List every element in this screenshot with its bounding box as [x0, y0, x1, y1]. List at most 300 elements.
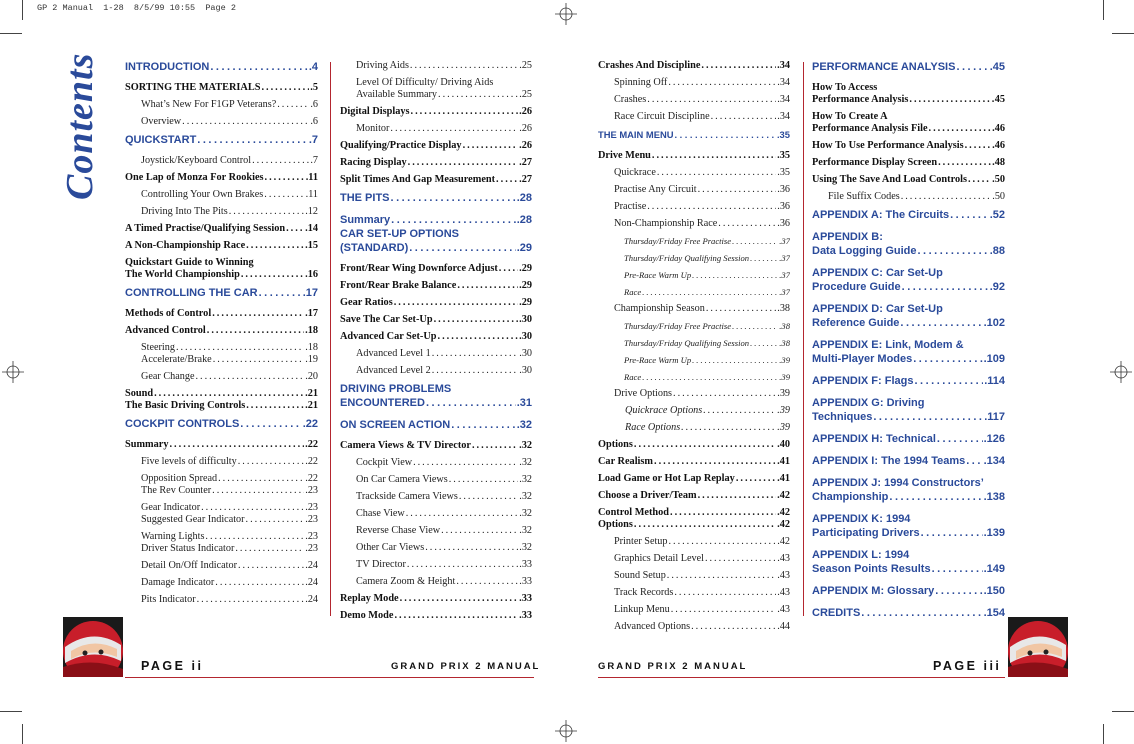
toc-leader-dots	[935, 584, 982, 598]
toc-entry	[812, 111, 1005, 123]
toc-leader-dots	[449, 474, 519, 486]
toc-leader-dots	[706, 303, 776, 315]
toc-page-number: .37	[779, 253, 790, 263]
footer-page-number-left: PAGE ii	[141, 659, 204, 673]
toc-entry-title: Available Summary	[356, 89, 438, 100]
toc-leader-dots	[918, 244, 992, 258]
toc-entry-title: Opposition Spread	[141, 473, 218, 484]
toc-leader-dots	[411, 106, 519, 118]
toc-page-number: .33	[519, 559, 532, 570]
toc-entry	[125, 502, 318, 514]
toc-entry-title: APPENDIX K: 1994	[812, 513, 911, 525]
toc-entry-title: ENCOUNTERED	[340, 397, 425, 409]
toc-page-number: .39	[777, 405, 790, 416]
toc-entry	[598, 536, 790, 548]
toc-leader-dots	[176, 342, 304, 354]
toc-leader-dots	[671, 604, 777, 616]
toc-entry	[125, 543, 318, 555]
toc-entry	[598, 439, 790, 451]
toc-page-number: .109	[983, 353, 1005, 365]
registration-mark-icon	[1110, 361, 1132, 383]
toc-entry-title: Advanced Control	[125, 325, 206, 336]
toc-entry	[598, 252, 790, 264]
toc-page-number: .150	[983, 585, 1005, 597]
toc-entry-title: Control Method	[598, 507, 670, 518]
toc-entry-title: Reverse Chase View	[356, 525, 441, 536]
toc-leader-dots	[499, 263, 518, 275]
toc-leader-dots	[213, 354, 305, 366]
toc-leader-dots	[246, 514, 305, 526]
toc-entry-title: Joystick/Keyboard Control	[141, 155, 252, 166]
toc-entry	[340, 508, 532, 520]
toc-entry	[812, 174, 1005, 186]
toc-leader-dots	[750, 252, 778, 264]
toc-page-number: .24	[305, 577, 318, 588]
toc-leader-dots	[210, 60, 307, 74]
toc-page-number: .92	[989, 281, 1005, 293]
toc-entry	[812, 266, 1005, 280]
toc-page-number: .20	[305, 371, 318, 382]
toc-entry	[125, 155, 318, 167]
toc-page-number: .33	[519, 610, 532, 621]
toc-entry-title: Replay Mode	[340, 593, 399, 604]
toc-leader-dots	[169, 439, 304, 451]
toc-page-number: .139	[983, 527, 1005, 539]
toc-leader-dots	[218, 473, 304, 485]
toc-leader-dots	[634, 439, 776, 451]
toc-page-number: .21	[305, 400, 318, 411]
toc-entry	[125, 206, 318, 218]
toc-page-number: .36	[777, 201, 790, 212]
toc-leader-dots	[496, 174, 518, 186]
toc-entry	[340, 106, 532, 118]
toc-entry-title: Controlling Your Own Brakes	[141, 189, 264, 200]
toc-leader-dots	[182, 116, 309, 128]
toc-page-number: .126	[983, 433, 1005, 445]
toc-entry-title: How To Use Performance Analysis	[812, 140, 964, 151]
toc-entry	[125, 286, 318, 300]
toc-entry-title: APPENDIX F: Flags	[812, 375, 914, 387]
toc-entry-title: Racing Display	[340, 157, 407, 168]
toc-page-number: .154	[983, 607, 1005, 619]
toc-page-number: .43	[777, 587, 790, 598]
toc-page-number: .22	[305, 439, 318, 450]
toc-entry	[812, 606, 1005, 620]
toc-page-number: .46	[992, 140, 1005, 151]
toc-entry-title: Practise	[614, 201, 647, 212]
footer-manual-title-right: GRAND PRIX 2 MANUAL	[598, 661, 748, 672]
toc-entry-title: Steering	[141, 342, 175, 353]
toc-entry	[598, 111, 790, 123]
toc-entry	[812, 526, 1005, 540]
toc-entry	[340, 191, 532, 205]
toc-page-number: .102	[983, 317, 1005, 329]
toc-leader-dots	[432, 365, 519, 377]
toc-entry	[125, 594, 318, 606]
toc-leader-dots	[438, 89, 518, 101]
toc-entry-title: Gear Change	[141, 371, 195, 382]
toc-leader-dots	[391, 213, 516, 227]
toc-page-number: .23	[305, 531, 318, 542]
toc-entry-title: Race	[624, 287, 642, 297]
toc-leader-dots	[252, 155, 309, 167]
toc-leader-dots	[457, 280, 518, 292]
toc-page-number: .134	[983, 455, 1005, 467]
toc-page-number: .23	[305, 485, 318, 496]
toc-entry	[340, 263, 532, 275]
toc-page-number: .30	[519, 348, 532, 359]
toc-entry	[598, 150, 790, 162]
toc-entry-title: The Basic Driving Controls	[125, 400, 246, 411]
toc-page-number: .42	[777, 519, 790, 530]
toc-entry	[340, 60, 532, 72]
toc-entry	[125, 99, 318, 111]
toc-leader-dots	[391, 191, 516, 205]
toc-entry-title: COCKPIT CONTROLS	[125, 418, 240, 430]
toc-entry	[340, 525, 532, 537]
toc-leader-dots	[965, 140, 992, 152]
toc-leader-dots	[246, 240, 304, 252]
toc-page-number: .32	[519, 508, 532, 519]
toc-entry	[340, 227, 532, 241]
toc-entry-title: Pits Indicator	[141, 594, 196, 605]
toc-leader-dots	[681, 422, 776, 434]
toc-leader-dots	[212, 485, 304, 497]
toc-leader-dots	[705, 553, 776, 565]
toc-page-number: .34	[777, 111, 790, 122]
toc-entry-title: Accelerate/Brake	[141, 354, 212, 365]
toc-entry	[125, 531, 318, 543]
toc-entry	[125, 354, 318, 366]
toc-leader-dots	[921, 526, 983, 540]
toc-page-number: .4	[308, 61, 318, 73]
toc-entry	[598, 303, 790, 315]
toc-entry	[812, 410, 1005, 424]
toc-page-number: .39	[779, 355, 790, 365]
print-slug: GP 2 Manual 1-28 8/5/99 10:55 Page 2	[37, 3, 236, 13]
toc-entry	[812, 374, 1005, 388]
toc-entry-title: APPENDIX A: The Circuits	[812, 209, 950, 221]
toc-leader-dots	[750, 337, 778, 349]
toc-page-number: .29	[516, 242, 532, 254]
toc-leader-dots	[900, 316, 982, 330]
toc-entry	[340, 610, 532, 622]
toc-entry	[812, 230, 1005, 244]
toc-entry-title: Other Car Views	[356, 542, 425, 553]
toc-entry-title: Gear Ratios	[340, 297, 393, 308]
toc-entry-title: File Suffix Codes	[828, 191, 900, 202]
toc-entry	[812, 338, 1005, 352]
toc-page-number: .39	[779, 372, 790, 382]
toc-entry	[598, 456, 790, 468]
crop-mark	[0, 33, 22, 34]
toc-entry	[812, 280, 1005, 294]
toc-entry	[812, 476, 1005, 490]
toc-entry-title: Quickrace	[614, 167, 656, 178]
registration-mark-icon	[555, 720, 577, 742]
toc-leader-dots	[654, 456, 776, 468]
toc-entry-title: Championship	[812, 491, 889, 503]
toc-entry-title: Thursday/Friday Qualifying Session	[624, 338, 750, 348]
toc-entry-title: Chase View	[356, 508, 405, 519]
toc-leader-dots	[197, 594, 305, 606]
toc-leader-dots	[390, 123, 518, 135]
toc-entry-title: Practise Any Circuit	[614, 184, 697, 195]
toc-entry-title: Crashes	[614, 94, 647, 105]
crop-mark	[22, 0, 23, 20]
toc-leader-dots	[647, 94, 776, 106]
toc-entry	[598, 128, 790, 142]
toc-page-number: .48	[992, 157, 1005, 168]
toc-entry-title: Race	[624, 372, 642, 382]
toc-leader-dots	[456, 576, 518, 588]
toc-page-number: .50	[992, 174, 1005, 185]
toc-leader-dots	[732, 235, 778, 247]
toc-entry-title: Graphics Detail Level	[614, 553, 704, 564]
toc-leader-dots	[950, 208, 989, 222]
toc-leader-dots	[154, 388, 304, 400]
toc-entry-title: Advanced Options	[614, 621, 691, 632]
toc-page-number: .26	[519, 106, 532, 117]
toc-entry	[340, 157, 532, 169]
toc-entry-title: APPENDIX L: 1994	[812, 549, 910, 561]
toc-entry-title: Reference Guide	[812, 317, 900, 329]
toc-entry	[598, 570, 790, 582]
toc-page-number: .50	[992, 191, 1005, 202]
toc-entry-title: Multi-Player Modes	[812, 353, 913, 365]
toc-entry	[812, 244, 1005, 258]
toc-leader-dots	[472, 440, 518, 452]
toc-leader-dots	[736, 473, 776, 485]
toc-leader-dots	[425, 542, 518, 554]
toc-page-number: .138	[983, 491, 1005, 503]
toc-leader-dots	[913, 352, 982, 366]
toc-leader-dots	[235, 543, 304, 555]
toc-leader-dots	[229, 206, 305, 218]
toc-entry	[125, 189, 318, 201]
toc-page-number: .25	[519, 60, 532, 71]
toc-page-number: .38	[779, 338, 790, 348]
toc-entry-title: PERFORMANCE ANALYSIS	[812, 61, 956, 73]
toc-entry-title: Pre-Race Warm Up	[624, 355, 692, 365]
toc-page-number: .38	[777, 303, 790, 314]
toc-entry-title: (STANDARD)	[340, 242, 409, 254]
toc-entry-title: Quickrace Options	[625, 405, 703, 416]
toc-leader-dots	[432, 348, 519, 360]
toc-leader-dots	[201, 502, 304, 514]
toc-entry	[340, 331, 532, 343]
toc-entry	[598, 337, 790, 349]
toc-page-number: .32	[519, 491, 532, 502]
toc-leader-dots	[647, 201, 776, 213]
toc-page-number: .26	[519, 123, 532, 134]
toc-page-number: .22	[305, 473, 318, 484]
toc-entry	[125, 514, 318, 526]
toc-leader-dots	[459, 491, 518, 503]
crop-mark	[1112, 711, 1134, 712]
toc-page-number: .5	[310, 82, 318, 93]
toc-entry	[125, 342, 318, 354]
toc-entry-title: Methods of Control	[125, 308, 212, 319]
toc-page-number: .28	[516, 214, 532, 226]
toc-page-number: .29	[519, 263, 532, 274]
toc-entry	[340, 314, 532, 326]
toc-entry	[340, 241, 532, 255]
toc-page-number: .15	[305, 240, 318, 251]
toc-leader-dots	[732, 320, 778, 332]
crop-mark	[22, 724, 23, 744]
toc-entry-title: THE PITS	[340, 192, 390, 204]
toc-page-number: .27	[519, 174, 532, 185]
toc-entry-title: The World Championship	[125, 269, 240, 280]
toc-entry	[812, 60, 1005, 74]
toc-page-number: .35	[776, 129, 790, 140]
toc-page-number: .22	[305, 456, 318, 467]
toc-entry-title: Driving Into The Pits	[141, 206, 228, 217]
toc-entry-title: Performance Analysis File	[812, 123, 928, 134]
toc-entry-title: CAR SET-UP OPTIONS	[340, 228, 459, 240]
toc-entry-title: APPENDIX D: Car Set-Up	[812, 303, 943, 315]
toc-page-number: .32	[519, 542, 532, 553]
toc-leader-dots	[937, 432, 983, 446]
toc-page-number: .24	[305, 560, 318, 571]
toc-entry	[125, 577, 318, 589]
toc-leader-dots	[197, 133, 308, 147]
toc-entry-title: Thursday/Friday Qualifying Session	[624, 253, 750, 263]
toc-entry-title: Summary	[125, 439, 169, 450]
toc-page-number: .26	[519, 140, 532, 151]
toc-page-number: .35	[777, 150, 790, 161]
toc-entry-title: Gear Indicator	[141, 502, 201, 513]
toc-leader-dots	[698, 184, 777, 196]
toc-leader-dots	[966, 454, 982, 468]
toc-entry-title: Advanced Level 1	[356, 348, 431, 359]
toc-page-number: .25	[519, 89, 532, 100]
toc-page-number: .44	[777, 621, 790, 632]
toc-entry	[340, 77, 532, 89]
toc-page-number: .31	[516, 397, 532, 409]
toc-leader-dots	[703, 405, 776, 417]
toc-entry-title: Front/Rear Wing Downforce Adjust	[340, 263, 498, 274]
toc-entry	[598, 473, 790, 485]
toc-entry	[340, 297, 532, 309]
toc-leader-dots	[277, 99, 309, 111]
toc-entry-title: Pre-Race Warm Up	[624, 270, 692, 280]
toc-entry	[598, 60, 790, 72]
toc-entry-title: What’s New For F1GP Veterans?	[141, 99, 277, 110]
toc-entry	[812, 302, 1005, 316]
toc-leader-dots	[701, 60, 776, 72]
toc-entry	[598, 320, 790, 332]
toc-leader-dots	[634, 519, 776, 531]
toc-entry-title: Choose a Driver/Team	[598, 490, 697, 501]
toc-entry-title: Damage Indicator	[141, 577, 215, 588]
toc-entry	[598, 405, 790, 417]
toc-entry-title: Detail On/Off Indicator	[141, 560, 237, 571]
toc-entry	[598, 553, 790, 565]
toc-page-number: .22	[302, 418, 318, 430]
toc-entry	[125, 172, 318, 184]
toc-entry-title: Techniques	[812, 411, 873, 423]
toc-page-number: .37	[779, 287, 790, 297]
toc-entry	[598, 507, 790, 519]
toc-entry	[340, 457, 532, 469]
toc-page-number: .34	[777, 60, 790, 71]
toc-page-number: .17	[305, 308, 318, 319]
toc-leader-dots	[400, 593, 518, 605]
toc-page-number: .30	[519, 331, 532, 342]
toc-page-number: .29	[519, 297, 532, 308]
toc-entry-title: Drive Options	[614, 388, 673, 399]
toc-entry-title: Sound Setup	[614, 570, 666, 581]
toc-entry	[125, 60, 318, 74]
toc-leader-dots	[409, 241, 515, 255]
toc-page-number: .42	[777, 490, 790, 501]
toc-entry	[125, 308, 318, 320]
toc-leader-dots	[711, 111, 777, 123]
toc-leader-dots	[674, 587, 776, 599]
toc-entry-title: Level Of Difficulty/ Driving Aids	[356, 77, 494, 88]
toc-page-number: .29	[519, 280, 532, 291]
toc-leader-dots	[914, 374, 983, 388]
toc-entry-title: APPENDIX H: Technical	[812, 433, 936, 445]
toc-entry-title: THE MAIN MENU	[598, 129, 674, 140]
toc-entry-title: APPENDIX C: Car Set-Up	[812, 267, 943, 279]
toc-page-number: .23	[305, 543, 318, 554]
toc-leader-dots	[667, 570, 776, 582]
toc-entry	[812, 82, 1005, 94]
toc-entry	[340, 542, 532, 554]
toc-page-number: .41	[777, 456, 790, 467]
toc-entry-title: Options	[598, 439, 633, 450]
toc-entry-title: Crashes And Discipline	[598, 60, 701, 71]
toc-leader-dots	[261, 82, 309, 94]
toc-leader-dots	[929, 123, 992, 135]
toc-entry-title: Thursday/Friday Free Practise	[624, 321, 732, 331]
toc-entry	[340, 365, 532, 377]
toc-leader-dots	[932, 562, 983, 576]
toc-leader-dots	[407, 559, 518, 571]
toc-entry	[598, 371, 790, 383]
toc-entry-title: How To Access	[812, 82, 878, 93]
toc-entry-title: Drive Menu	[598, 150, 651, 161]
toc-page-number: .21	[305, 388, 318, 399]
toc-entry	[340, 418, 532, 432]
toc-entry-title: Performance Analysis	[812, 94, 909, 105]
toc-entry-title: Performance Display Screen	[812, 157, 938, 168]
driver-helmet-photo	[63, 617, 123, 677]
footer-rule	[125, 677, 534, 678]
toc-entry-title: Digital Displays	[340, 106, 410, 117]
toc-leader-dots	[259, 286, 302, 300]
toc-entry-title: Printer Setup	[614, 536, 668, 547]
toc-entry-title: Spinning Off	[614, 77, 668, 88]
toc-entry	[598, 422, 790, 434]
toc-entry	[812, 432, 1005, 446]
toc-leader-dots	[675, 128, 776, 142]
toc-entry-title: QUICKSTART	[125, 134, 197, 146]
toc-entry	[598, 167, 790, 179]
toc-entry	[812, 512, 1005, 526]
toc-entry	[125, 223, 318, 235]
toc-entry	[340, 576, 532, 588]
toc-page-number: .18	[305, 342, 318, 353]
toc-page-number: .30	[519, 314, 532, 325]
toc-page-number: .35	[777, 167, 790, 178]
toc-leader-dots	[212, 308, 304, 320]
toc-entry-title: DRIVING PROBLEMS	[340, 383, 452, 395]
toc-entry	[125, 116, 318, 128]
